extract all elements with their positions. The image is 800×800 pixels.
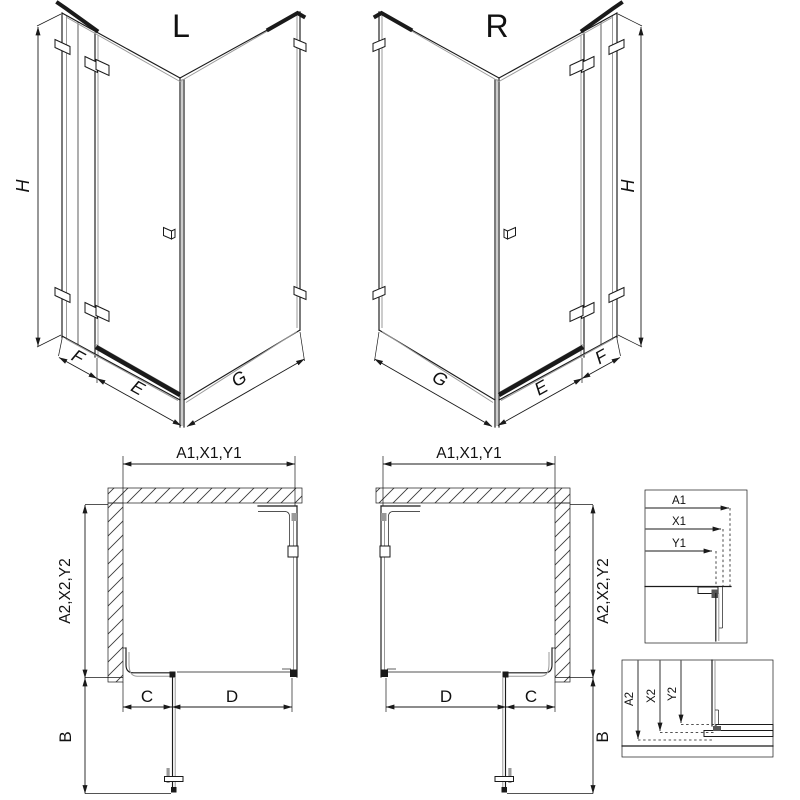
plan-right-side-wall-hatch (555, 503, 570, 682)
plan-right-fixed-label: C (524, 687, 538, 706)
iso-right-title: R (485, 8, 509, 44)
plan-right-top-wall-hatch (376, 488, 570, 503)
detail-depth-label-x2: X2 (646, 688, 658, 704)
plan-right-swing-label: B (593, 731, 612, 743)
detail-depth-label-a2: A2 (624, 691, 636, 707)
iso-left-title: L (172, 8, 190, 44)
plan-left-width-label: A1,X1,Y1 (176, 445, 242, 462)
plan-left-swing-label: B (56, 731, 75, 743)
dim-label-side-right: G (428, 366, 452, 391)
detail-width-label-a1: A1 (671, 495, 687, 507)
detail-box-width-section (645, 490, 747, 643)
detail-width-label-x1: X1 (671, 516, 687, 528)
plan-left-fixed-label: C (140, 687, 154, 706)
plan-left-side-wall-hatch (108, 503, 123, 682)
dim-label-height-right: H (618, 179, 638, 193)
detail-depth-label-y2: Y2 (667, 686, 679, 702)
plan-left-depth-label: A2,X2,Y2 (57, 558, 74, 624)
dim-label-door-left: E (127, 376, 149, 400)
plan-right-width-label: A1,X1,Y1 (436, 445, 502, 462)
dim-label-height-left: H (13, 179, 33, 193)
plan-right-door-label: D (439, 687, 453, 706)
plan-left-top-wall-hatch (108, 488, 302, 503)
dim-label-fixed-right: F (591, 345, 611, 369)
dim-label-fixed-left: F (68, 345, 88, 369)
dim-label-side-left: G (227, 366, 251, 391)
plan-left-door-label: D (225, 687, 239, 706)
dim-label-door-right: E (530, 376, 552, 400)
detail-box-depth-section (622, 660, 773, 757)
detail-width-label-y1: Y1 (671, 538, 687, 550)
plan-right-depth-label: A2,X2,Y2 (595, 558, 612, 624)
